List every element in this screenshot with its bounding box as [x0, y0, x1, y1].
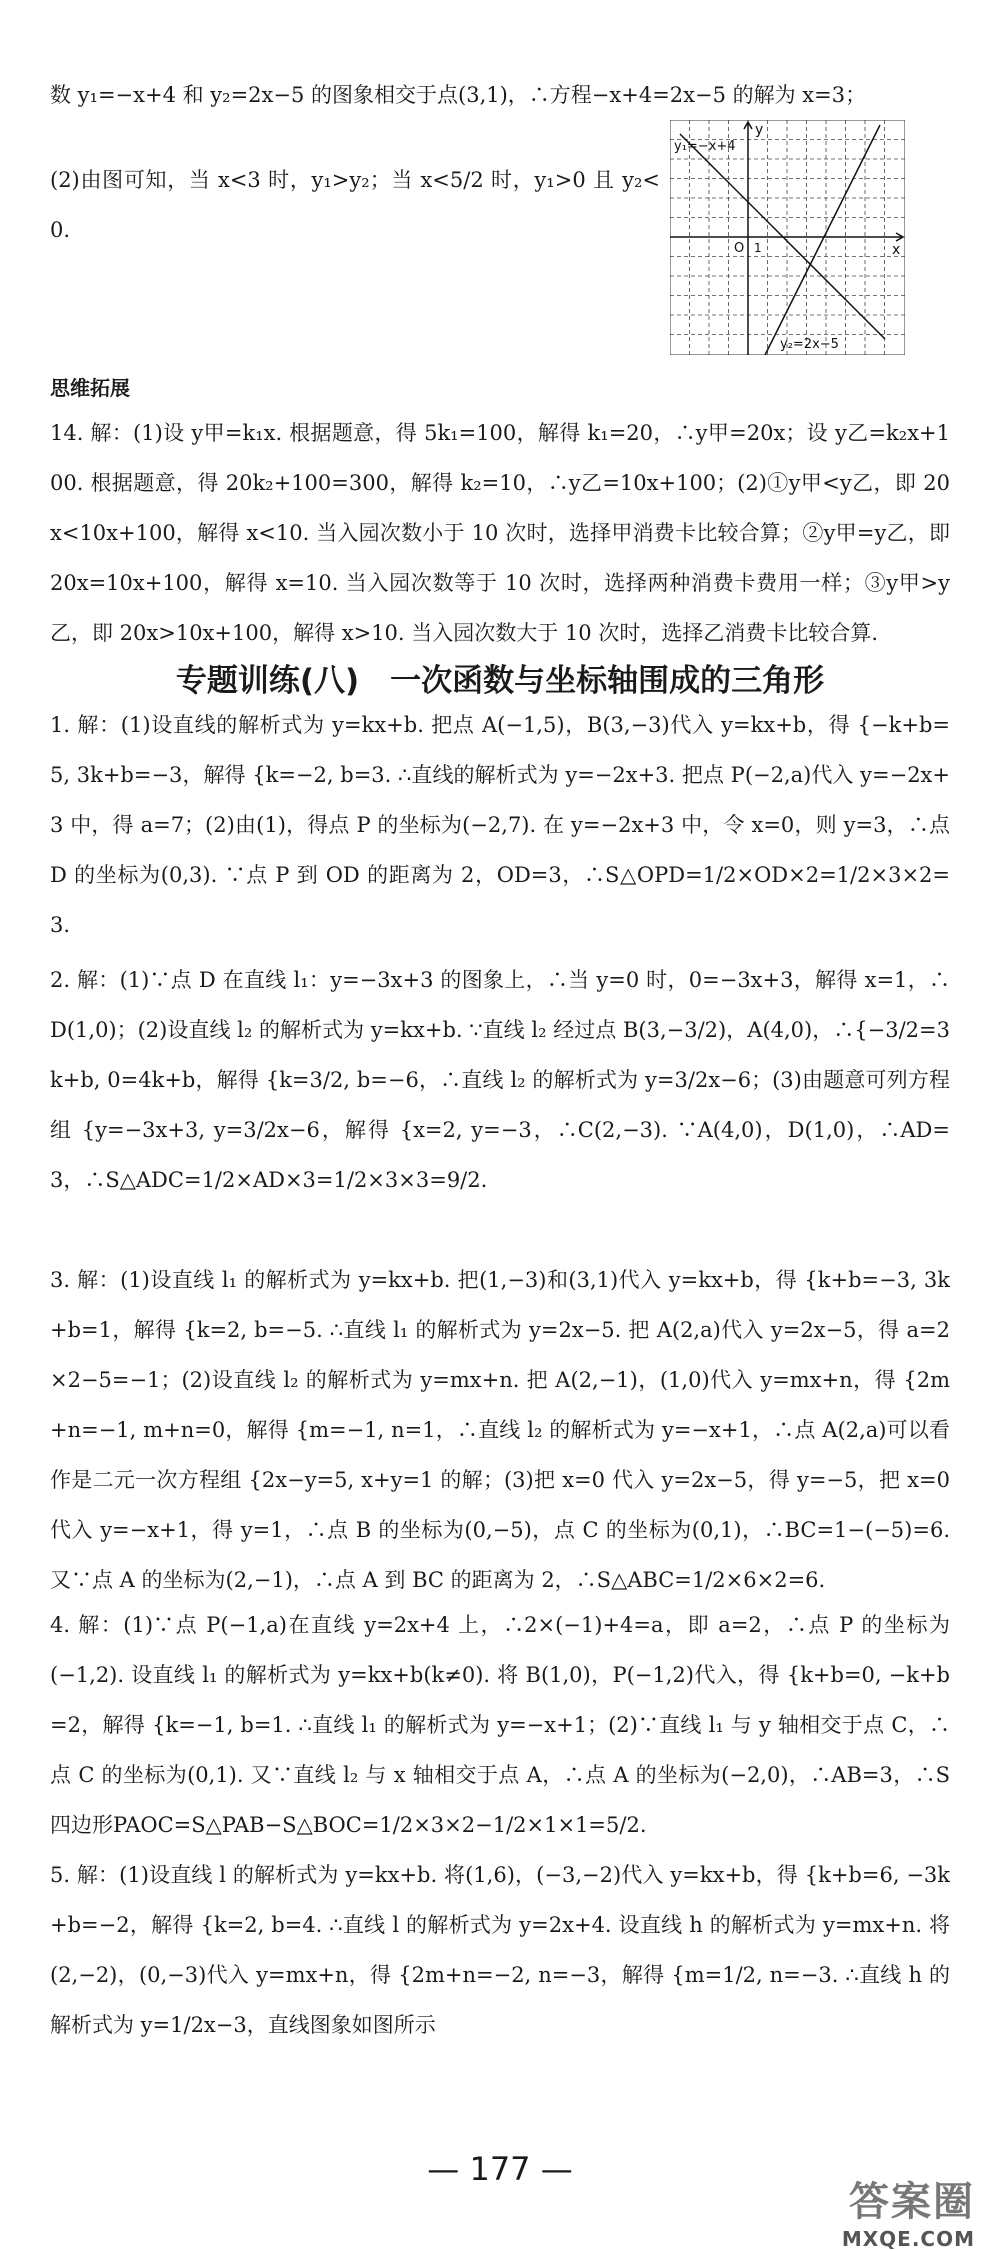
problem-2-solution: 2. 解：(1)∵点 D 在直线 l₁：y=−3x+3 的图象上，∴当 y=0 时，0=−3x+3，解得 x=1，∴D(1,0)；(2)设直线 l₂ 的解析式为 y=kx+b. ∵直线 l₂ 经过点 B(3,−3/2)，A(4,0)，∴{−3/2=3k+b, 0=4k+b，解得 {k=3/2, b=−6，∴直线 l₂ 的解析式为 y=3/2x−6；(3)由题意可列方程组 {y=−3x+3, y=3/2x−6，解得 {x=2, y=−3，∴C(2,−3). ∵A(4,0)，D(1,0)，∴AD=3，∴S△ADC=1/2×AD×3=1/2×3×3=9/2.: [50, 968, 950, 1192]
problem-3-solution: 3. 解：(1)设直线 l₁ 的解析式为 y=kx+b. 把(1,−3)和(3,1)代入 y=kx+b，得 {k+b=−3, 3k+b=1，解得 {k=2, b=−5. ∴直线 l₁ 的解析式为 y=2x−5. 把 A(2,a)代入 y=2x−5，得 a=2×2−5=−1；(2)设直线 l₂ 的解析式为 y=mx+n. 把 A(2,−1)，(1,0)代入 y=mx+n，得 {2m+n=−1, m+n=0，解得 {m=−1, n=1，∴直线 l₂ 的解析式为 y=−x+1，∴点 A(2,a)可以看作是二元一次方程组 {2x−y=5, x+y=1 的解；(3)把 x=0 代入 y=2x−5，得 y=−5，把 x=0 代入 y=−x+1，得 y=1，∴点 B 的坐标为(0,−5)，点 C 的坐标为(0,1)，∴BC=1−(−5)=6. 又∵点 A 的坐标为(2,−1)，∴点 A 到 BC 的距离为 2，∴S△ABC=1/2×6×2=6.: [50, 1268, 950, 1592]
problem-4-solution: 4. 解：(1)∵点 P(−1,a)在直线 y=2x+4 上，∴2×(−1)+4=a，即 a=2，∴点 P 的坐标为(−1,2). 设直线 l₁ 的解析式为 y=kx+b(k≠0). 将 B(1,0)，P(−1,2)代入，得 {k+b=0, −k+b=2，解得 {k=−1, b=1. ∴直线 l₁ 的解析式为 y=−x+1；(2)∵直线 l₁ 与 y 轴相交于点 C，∴点 C 的坐标为(0,1). 又∵直线 l₂ 与 x 轴相交于点 A，∴点 A 的坐标为(−2,0)，∴AB=3，∴S四边形PAOC=S△PAB−S△BOC=1/2×3×2−1/2×1×1=5/2.: [50, 1613, 950, 1837]
solution-line-2: (2)由图可知，当 x<3 时，y₁>y₂；当 x<5/2 时，y₁>0 且 y₂<0.: [50, 168, 660, 242]
problem-5-solution: 5. 解：(1)设直线 l 的解析式为 y=kx+b. 将(1,6)，(−3,−2)代入 y=kx+b，得 {k+b=6, −3k+b=−2，解得 {k=2, b=4. ∴直线 l 的解析式为 y=2x+4. 设直线 h 的解析式为 y=mx+n. 将(2,−2)，(0,−3)代入 y=mx+n，得 {2m+n=−2, n=−3，解得 {m=1/2, n=−3. ∴直线 h 的解析式为 y=1/2x−3，直线图象如图所示: [50, 1863, 950, 2037]
label-y2: y₂=2x−5: [780, 337, 839, 352]
label-y1: y₁=−x+4: [674, 139, 736, 154]
extension-heading: 思维拓展: [50, 376, 130, 400]
axis-x-label: x: [892, 242, 901, 258]
watermark-url: MXQE.COM: [841, 2227, 975, 2251]
watermark: [842, 2170, 975, 2251]
page-number: — 177 —: [427, 2150, 573, 2188]
function-graph: [670, 120, 905, 355]
axis-y-label: y: [755, 122, 764, 138]
tick-one-label: 1: [754, 241, 762, 255]
problem-14-solution: 14. 解：(1)设 y甲=k₁x. 根据题意，得 5k₁=100，解得 k₁=20，∴y甲=20x；设 y乙=k₂x+100. 根据题意，得 20k₂+100=300，解得 k₂=10，∴y乙=10x+100；(2)①y甲<y乙，即 20x<10x+100，解得 x<10. 当入园次数小于 10 次时，选择甲消费卡比较合算；②y甲=y乙，即 20x=10x+100，解得 x=10. 当入园次数等于 10 次时，选择两种消费卡费用一样；③y甲>y乙，即 20x>10x+100，解得 x>10. 当入园次数大于 10 次时，选择乙消费卡比较合算.: [50, 421, 950, 645]
problem-1-solution: 1. 解：(1)设直线的解析式为 y=kx+b. 把点 A(−1,5)，B(3,−3)代入 y=kx+b，得 {−k+b=5, 3k+b=−3，解得 {k=−2, b=3. ∴直线的解析式为 y=−2x+3. 把点 P(−2,a)代入 y=−2x+3 中，得 a=7；(2)由(1)，得点 P 的坐标为(−2,7). 在 y=−2x+3 中，令 x=0，则 y=3，∴点 D 的坐标为(0,3). ∵点 P 到 OD 的距离为 2，OD=3，∴S△OPD=1/2×OD×2=1/2×3×2=3.: [50, 713, 950, 937]
origin-label: O: [734, 241, 745, 256]
watermark-logo: 答案圈: [849, 2179, 975, 2225]
topic-title: 专题训练(八) 一次函数与坐标轴围成的三角形: [175, 663, 825, 699]
solution-line-1: 数 y₁=−x+4 和 y₂=2x−5 的图象相交于点(3,1)，∴方程−x+4=2x−5 的解为 x=3；: [50, 83, 867, 107]
